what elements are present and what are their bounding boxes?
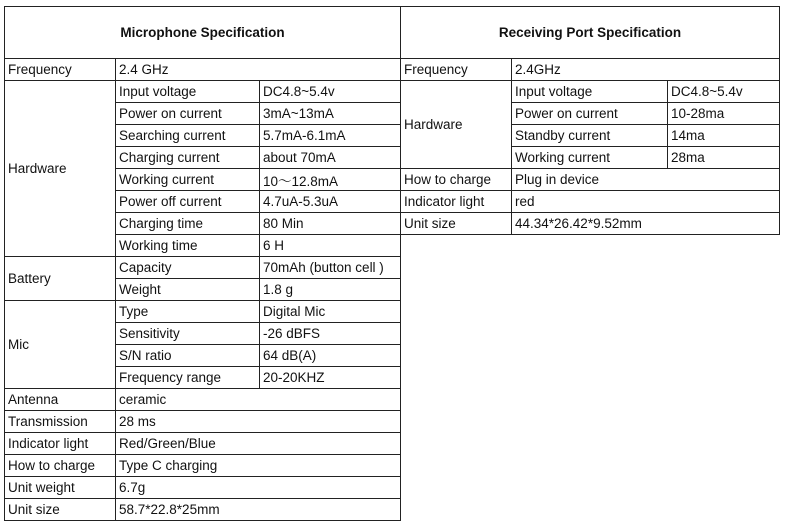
- spec-name: Capacity: [116, 257, 260, 279]
- table-row: [5, 455, 401, 477]
- table-row: [5, 59, 401, 81]
- spec-value: 14ma: [668, 125, 780, 147]
- table-row: [5, 301, 401, 323]
- table-row: [5, 499, 401, 521]
- table-row: [401, 59, 780, 81]
- spec-name: Input voltage: [116, 81, 260, 103]
- table-row: [5, 433, 401, 455]
- spec-name: Working current: [116, 169, 260, 191]
- table-row: [5, 81, 401, 103]
- row-value: ceramic: [116, 389, 401, 411]
- row-value: 2.4GHz: [512, 59, 780, 81]
- spec-name: Weight: [116, 279, 260, 301]
- row-value: 44.34*26.42*9.52mm: [512, 213, 780, 235]
- row-value: 58.7*22.8*25mm: [116, 499, 401, 521]
- spec-value: 5.7mA-6.1mA: [260, 125, 401, 147]
- row-value: 28 ms: [116, 411, 401, 433]
- table-row: [401, 81, 780, 103]
- spec-name: Sensitivity: [116, 323, 260, 345]
- spec-name: Charging current: [116, 147, 260, 169]
- row-label: Frequency: [5, 59, 116, 81]
- spec-value: 20-20KHZ: [260, 367, 401, 389]
- microphone-spec-table: [4, 6, 401, 521]
- row-label: Indicator light: [401, 191, 512, 213]
- spec-name: S/N ratio: [116, 345, 260, 367]
- row-label: Antenna: [5, 389, 116, 411]
- spec-name: Searching current: [116, 125, 260, 147]
- spec-name: Type: [116, 301, 260, 323]
- row-value: 2.4 GHz: [116, 59, 401, 81]
- table-row: [401, 191, 780, 213]
- table-row: [5, 257, 401, 279]
- row-value: Type C charging: [116, 455, 401, 477]
- row-label: How to charge: [5, 455, 116, 477]
- row-label: Indicator light: [5, 433, 116, 455]
- receiving-port-spec-table: [400, 6, 780, 235]
- spec-value: Digital Mic: [260, 301, 401, 323]
- table-row: [5, 389, 401, 411]
- row-label: Unit size: [5, 499, 116, 521]
- spec-value: 3mA~13mA: [260, 103, 401, 125]
- spec-value: 6 H: [260, 235, 401, 257]
- microphone-spec-title: Microphone Specification: [5, 7, 401, 59]
- row-value: Red/Green/Blue: [116, 433, 401, 455]
- spec-value: -26 dBFS: [260, 323, 401, 345]
- row-value: Plug in device: [512, 169, 780, 191]
- row-value: red: [512, 191, 780, 213]
- spec-name: Standby current: [512, 125, 668, 147]
- spec-name: Working time: [116, 235, 260, 257]
- row-label: Unit size: [401, 213, 512, 235]
- table-row: [401, 213, 780, 235]
- spec-value: about 70mA: [260, 147, 401, 169]
- row-label: Frequency: [401, 59, 512, 81]
- spec-name: Power off current: [116, 191, 260, 213]
- table-row: [5, 477, 401, 499]
- spec-value: 4.7uA-5.3uA: [260, 191, 401, 213]
- table-row: [5, 411, 401, 433]
- spec-value: 28ma: [668, 147, 780, 169]
- table-row: [401, 169, 780, 191]
- spec-name: Power on current: [512, 103, 668, 125]
- spec-name: Charging time: [116, 213, 260, 235]
- spec-value: 1.8 g: [260, 279, 401, 301]
- table-row: [5, 7, 401, 59]
- receiving-port-spec-title: Receiving Port Specification: [401, 7, 780, 59]
- spec-name: Input voltage: [512, 81, 668, 103]
- spec-value: 64 dB(A): [260, 345, 401, 367]
- spec-name: Power on current: [116, 103, 260, 125]
- table-row: [401, 7, 780, 59]
- spec-value: DC4.8~5.4v: [668, 81, 780, 103]
- row-value: 6.7g: [116, 477, 401, 499]
- spec-value: 10～12.8mA: [260, 169, 401, 191]
- row-label: How to charge: [401, 169, 512, 191]
- spec-value: 70mAh (button cell ): [260, 257, 401, 279]
- group-label: Mic: [5, 301, 116, 389]
- group-label: Hardware: [401, 81, 512, 169]
- row-label: Transmission: [5, 411, 116, 433]
- spec-value: DC4.8~5.4v: [260, 81, 401, 103]
- row-label: Unit weight: [5, 477, 116, 499]
- spec-name: Working current: [512, 147, 668, 169]
- group-label: Battery: [5, 257, 116, 301]
- spec-value: 80 Min: [260, 213, 401, 235]
- spec-value: 10-28ma: [668, 103, 780, 125]
- group-label: Hardware: [5, 81, 116, 257]
- spec-name: Frequency range: [116, 367, 260, 389]
